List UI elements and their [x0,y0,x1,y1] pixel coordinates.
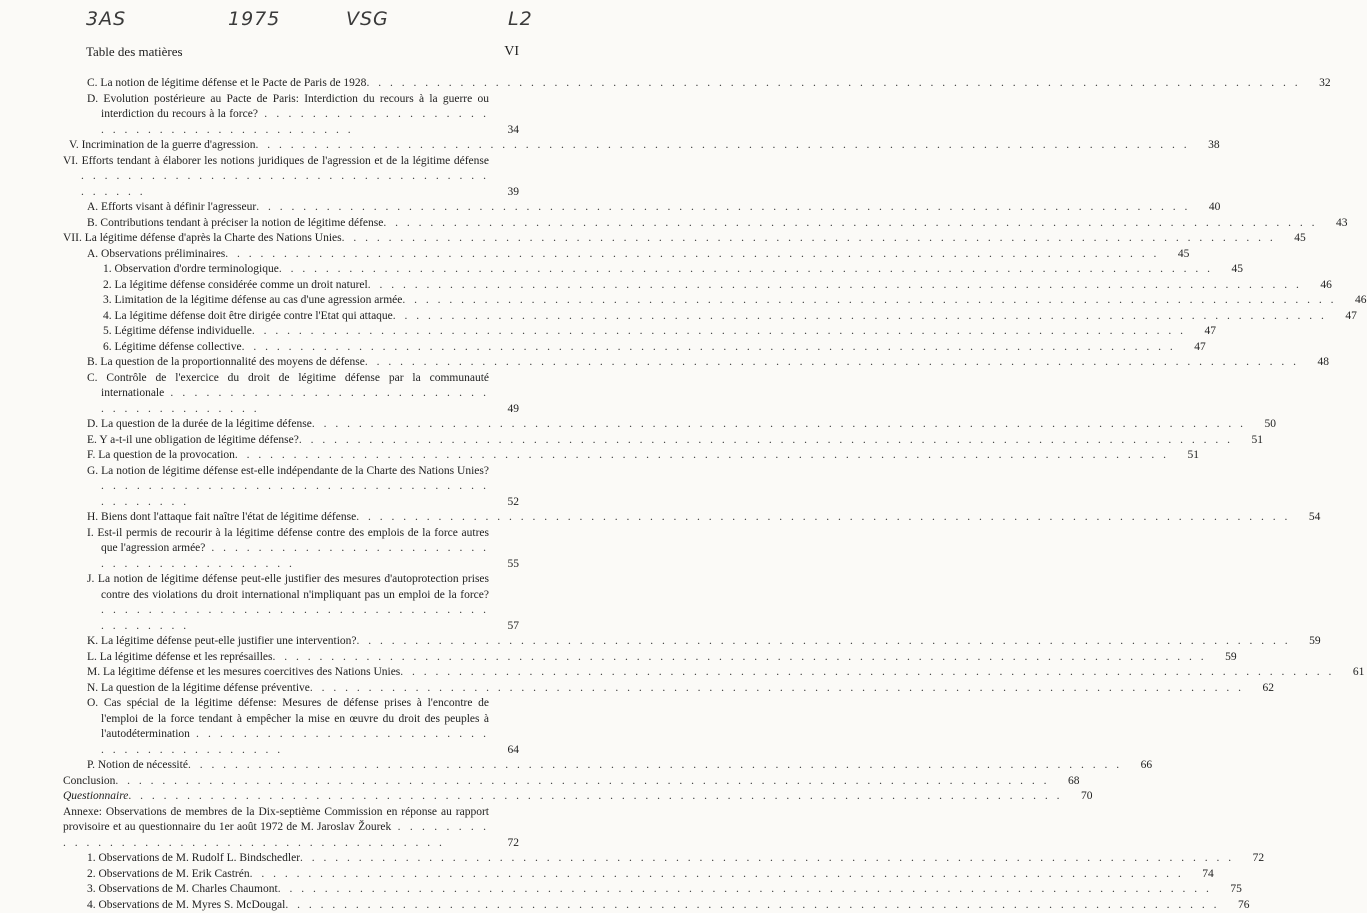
toc-entry-label: 5. Légitime défense individuelle [103,324,252,340]
toc-entry [63,758,519,774]
toc-entry [63,200,519,216]
toc-entry [63,433,519,449]
dot-leader: . . . . . . . . . . . . . . . . . . . . . . . . . . . . . . . . . . . . . . . . . [101,604,489,632]
dot-leader: . . . . . . . . . . . . . . . . . . . . . . . . . . . . . . . . . . . . . . . . . [101,387,489,415]
toc-entry-label: G. La notion de légitime défense est-elle indépendante de la Charte des Nations Unies? . . . . . . . . . . . . . . . . . . . . . . . . . . . . . . . . . . . . . . . . . [87,464,489,511]
handwritten-note-2: 1975 [228,8,280,30]
dot-leader: . . . . . . . . . . . . . . . . . . . . . . . . . . . . . . . . . . . . . . . . . [81,170,489,198]
toc-entry-page: 48 [1299,355,1329,371]
toc-entry-label: VI. Efforts tendant à élaborer les notions juridiques de l'agression et de la légitime défense . . . . . . . . . . . . . . . . . . . . . . . . . . . . . . . . . . . . . . . . . [63,154,489,201]
toc-entry-label: 4. La légitime défense doit être dirigée contre l'Etat qui attaque [103,309,393,325]
toc-entry-page: 75 [1212,882,1242,898]
toc-entry [63,898,519,913]
toc-entry-page: 45 [1276,231,1306,247]
toc-entry [63,262,519,278]
page-number: VI [504,44,519,60]
toc-entry-label: 6. Légitime défense collective [103,340,242,356]
toc-entry-label: M. La légitime défense et les mesures coercitives des Nations Unies [87,665,400,681]
dot-leader: . . . . . . . . . . . . . . . . . . . . . . . . . . . . . . . . . . . . . . . . . . . . . . . . . . . . . . . . . . . . . . . . . . . . . . . . . . . . . . . . [356,510,1290,526]
toc-entry [63,805,519,852]
toc-entry [63,789,519,805]
toc-entry-label: 2. La légitime défense considérée comme un droit naturel [103,278,368,294]
dot-leader: . . . . . . . . . . . . . . . . . . . . . . . . . . . . . . . . . . . . . . . . . . . . . . . . . . . . . . . . . . . . . . . . . . . . . . . . . . . . . . . . [402,293,1336,309]
toc-entry-label: 1. Observations de M. Rudolf L. Bindschedler [87,851,300,867]
dot-leader: . . . . . . . . . . . . . . . . . . . . . . . . . . . . . . . . . . . . . . . . . . . . . . . . . . . . . . . . . . . . . . . . . . . . . . . . . . . . . . . . [255,138,1189,154]
toc-entry-page: 64 [489,743,519,759]
toc-entry-page: 38 [1190,138,1220,154]
toc-entry [63,138,519,154]
toc-entry-label: A. Observations préliminaires [87,247,225,263]
toc-entry-page: 46 [1337,293,1367,309]
toc-entry [63,92,519,139]
toc-entry-page: 74 [1184,867,1214,883]
toc-entry-page: 72 [1234,851,1264,867]
toc-entry-page: 70 [1063,789,1093,805]
toc-entry-label: B. Contributions tendant à préciser la notion de légitime défense [87,216,383,232]
handwritten-note-1: 3AS [86,8,126,30]
toc-entry-label: J. La notion de légitime défense peut-elle justifier des mesures d'autoprotection prises contre des violations du droit international n'impliquant pas un emploi de la force? . . . . . . . . . . . . . . . . . . . . . . . . . . . . . . . . . . . . . . . . . [87,572,489,634]
toc-entry-label: B. La question de la proportionnalité des moyens de défense [87,355,365,371]
toc-entry-page: 51 [1169,448,1199,464]
dot-leader: . . . . . . . . . . . . . . . . . . . . . . . . . . . . . . . . . . . . . . . . . . . . . . . . . . . . . . . . . . . . . . . . . . . . . . . . . . . . . . . . [252,324,1186,340]
toc-entry-label: 3. Observations de M. Charles Chaumont [87,882,278,898]
toc-entry-label: V. Incrimination de la guerre d'agression [69,138,255,154]
toc-entry-label: Conclusion [63,774,115,790]
toc-entry-label: 1. Observation d'ordre terminologique [103,262,279,278]
dot-leader: . . . . . . . . . . . . . . . . . . . . . . . . . . . . . . . . . . . . . . . . . . . . . . . . . . . . . . . . . . . . . . . . . . . . . . . . . . . . . . . . [242,340,1176,356]
toc-entry-label: D. Evolution postérieure au Pacte de Paris: Interdiction du recours à la guerre ou interdiction du recours à la force? . . . . . . . . . . . . . . . . . . . . . . . . . . . . . . . . . . . . . . . . . [87,92,489,139]
toc-entry-page: 62 [1244,681,1274,697]
toc-entry-page: 50 [1246,417,1276,433]
dot-leader: . . . . . . . . . . . . . . . . . . . . . . . . . . . . . . . . . . . . . . . . . [101,108,489,136]
toc-entry-page: 46 [1302,278,1332,294]
toc-entry-label: O. Cas spécial de la légitime défense: Mesures de défense prises à l'encontre de l'emploi de la force tendant à empêcher la mise en œuvre du droit des peuples à l'autodétermination . . . . . . . . . . . . . . . . . . . . . . . . . . . . . . . . . . . . . . . . . [87,696,489,758]
toc-entry-label: E. Y a-t-il une obligation de légitime défense? [87,433,299,449]
toc-entry-page: 39 [489,185,519,201]
dot-leader: . . . . . . . . . . . . . . . . . . . . . . . . . . . . . . . . . . . . . . . . . . . . . . . . . . . . . . . . . . . . . . . . . . . . . . . . . . . . . . . . [285,898,1219,913]
toc-entry [63,464,519,511]
toc-entry-page: 55 [489,557,519,573]
toc-entry-page: 40 [1190,200,1220,216]
toc-entry-label: C. Contrôle de l'exercice du droit de légitime défense par la communauté internationale . . . . . . . . . . . . . . . . . . . . . . . . . . . . . . . . . . . . . . . . . [87,371,489,418]
toc-entry-label: K. La légitime défense peut-elle justifier une intervention? [87,634,357,650]
toc-entry [63,278,519,294]
toc-entry [63,76,519,92]
toc-entry-label: P. Notion de nécessité [87,758,188,774]
dot-leader: . . . . . . . . . . . . . . . . . . . . . . . . . . . . . . . . . . . . . . . . . . . . . . . . . . . . . . . . . . . . . . . . . . . . . . . . . . . . . . . . [278,882,1212,898]
dot-leader: . . . . . . . . . . . . . . . . . . . . . . . . . . . . . . . . . . . . . . . . . . . . . . . . . . . . . . . . . . . . . . . . . . . . . . . . . . . . . . . . [188,758,1122,774]
dot-leader: . . . . . . . . . . . . . . . . . . . . . . . . . . . . . . . . . . . . . . . . . . . . . . . . . . . . . . . . . . . . . . . . . . . . . . . . . . . . . . . . [299,433,1233,449]
dot-leader: . . . . . . . . . . . . . . . . . . . . . . . . . . . . . . . . . . . . . . . . . . . . . . . . . . . . . . . . . . . . . . . . . . . . . . . . . . . . . . . . [393,309,1327,325]
dot-leader: . . . . . . . . . . . . . . . . . . . . . . . . . . . . . . . . . . . . . . . . . . . . . . . . . . . . . . . . . . . . . . . . . . . . . . . . . . . . . . . . [225,247,1159,263]
dot-leader: . . . . . . . . . . . . . . . . . . . . . . . . . . . . . . . . . . . . . . . . . . . . . . . . . . . . . . . . . . . . . . . . . . . . . . . . . . . . . . . . [368,278,1302,294]
toc-entry [63,448,519,464]
handwritten-note-4: L2 [508,8,533,30]
toc-entry [63,154,519,201]
toc-entry-page: 32 [1301,76,1331,92]
dot-leader: . . . . . . . . . . . . . . . . . . . . . . . . . . . . . . . . . . . . . . . . . . . . . . . . . . . . . . . . . . . . . . . . . . . . . . . . . . . . . . . . [256,200,1190,216]
toc-entry-page: 61 [1334,665,1364,681]
dot-leader: . . . . . . . . . . . . . . . . . . . . . . . . . . . . . . . . . . . . . . . . . . . . . . . . . . . . . . . . . . . . . . . . . . . . . . . . . . . . . . . . [400,665,1334,681]
dot-leader: . . . . . . . . . . . . . . . . . . . . . . . . . . . . . . . . . . . . . . . . . . . . . . . . . . . . . . . . . . . . . . . . . . . . . . . . . . . . . . . . [357,634,1291,650]
toc-entry [63,681,519,697]
page-title: Table des matières [86,44,183,60]
toc-entry-page: 68 [1050,774,1080,790]
toc-entry-label: Annexe: Observations de membres de la Dix-septième Commission en réponse au rapport provisoire et au questionnaire du 1er août 1972 de M. Jaroslav Žourek . . . . . . . . . . . . . . . . . . . . . . . . . . . . . . . . . . . . . . . . . [63,805,489,852]
toc-entry-label: N. La question de la légitime défense préventive [87,681,310,697]
toc-entry [63,247,519,263]
toc-entry-page: 47 [1176,340,1206,356]
toc-entry-page: 51 [1233,433,1263,449]
toc-entry [63,634,519,650]
toc-entry [63,216,519,232]
toc-entry [63,572,519,634]
toc-entry-page: 59 [1291,634,1321,650]
dot-leader: . . . . . . . . . . . . . . . . . . . . . . . . . . . . . . . . . . . . . . . . . . . . . . . . . . . . . . . . . . . . . . . . . . . . . . . . . . . . . . . . [383,216,1317,232]
toc-entry [63,340,519,356]
toc-entry-page: 45 [1213,262,1243,278]
toc-entry-label: H. Biens dont l'attaque fait naître l'état de légitime défense [87,510,356,526]
toc-entry-label: I. Est-il permis de recourir à la légitime défense contre des emplois de la force autres que l'agression armée? . . . . . . . . . . . . . . . . . . . . . . . . . . . . . . . . . . . . . . . . . [87,526,489,573]
toc-entry-page: 47 [1186,324,1216,340]
dot-leader: . . . . . . . . . . . . . . . . . . . . . . . . . . . . . . . . . . . . . . . . . . . . . . . . . . . . . . . . . . . . . . . . . . . . . . . . . . . . . . . . [250,867,1184,883]
toc-entry [63,417,519,433]
toc-entry-page: 47 [1327,309,1357,325]
toc-entry [63,231,519,247]
toc-entry-page: 57 [489,619,519,635]
toc-entry-label: A. Efforts visant à définir l'agresseur [87,200,256,216]
toc-entry [63,665,519,681]
toc-entry [63,774,519,790]
toc-entry [63,650,519,666]
toc-entry-label: 4. Observations de M. Myres S. McDougal [87,898,285,913]
toc-entry [63,510,519,526]
toc-entry-page: 34 [489,123,519,139]
toc-entry-label: L. La légitime défense et les représailles [87,650,273,666]
dot-leader: . . . . . . . . . . . . . . . . . . . . . . . . . . . . . . . . . . . . . . . . . [101,728,489,756]
toc-entry-page: 76 [1219,898,1249,913]
toc-entry [63,696,519,758]
dot-leader: . . . . . . . . . . . . . . . . . . . . . . . . . . . . . . . . . . . . . . . . . . . . . . . . . . . . . . . . . . . . . . . . . . . . . . . . . . . . . . . . [312,417,1246,433]
toc-entry [63,309,519,325]
toc-entry-label: C. La notion de légitime défense et le Pacte de Paris de 1928 [87,76,366,92]
dot-leader: . . . . . . . . . . . . . . . . . . . . . . . . . . . . . . . . . . . . . . . . . [63,821,489,849]
dot-leader: . . . . . . . . . . . . . . . . . . . . . . . . . . . . . . . . . . . . . . . . . [101,542,489,570]
toc-entry-page: 72 [489,836,519,852]
dot-leader: . . . . . . . . . . . . . . . . . . . . . . . . . . . . . . . . . . . . . . . . . . . . . . . . . . . . . . . . . . . . . . . . . . . . . . . . . . . . . . . . [366,76,1300,92]
toc-entry-page: 66 [1122,758,1152,774]
toc-entry [63,882,519,898]
toc-entry-label: 2. Observations de M. Erik Castrén [87,867,250,883]
toc-entry-label: VII. La légitime défense d'après la Charte des Nations Unies [63,231,342,247]
dot-leader: . . . . . . . . . . . . . . . . . . . . . . . . . . . . . . . . . . . . . . . . . . . . . . . . . . . . . . . . . . . . . . . . . . . . . . . . . . . . . . . . [365,355,1299,371]
toc-entry-page: 52 [489,495,519,511]
toc-entry-label: Questionnaire [63,789,128,805]
toc-entry [63,371,519,418]
toc-entry-page: 49 [489,402,519,418]
dot-leader: . . . . . . . . . . . . . . . . . . . . . . . . . . . . . . . . . . . . . . . . . . . . . . . . . . . . . . . . . . . . . . . . . . . . . . . . . . . . . . . . [279,262,1213,278]
toc-entry-page: 59 [1207,650,1237,666]
dot-leader: . . . . . . . . . . . . . . . . . . . . . . . . . . . . . . . . . . . . . . . . . . . . . . . . . . . . . . . . . . . . . . . . . . . . . . . . . . . . . . . . [115,774,1049,790]
dot-leader: . . . . . . . . . . . . . . . . . . . . . . . . . . . . . . . . . . . . . . . . . [101,480,489,508]
toc-entry [63,526,519,573]
toc-entry-page: 43 [1318,216,1348,232]
toc-entry [63,293,519,309]
toc-entry-page: 54 [1290,510,1320,526]
dot-leader: . . . . . . . . . . . . . . . . . . . . . . . . . . . . . . . . . . . . . . . . . . . . . . . . . . . . . . . . . . . . . . . . . . . . . . . . . . . . . . . . [300,851,1234,867]
toc-entry [63,324,519,340]
toc-entry-label: 3. Limitation de la légitime défense au cas d'une agression armée [103,293,402,309]
toc-entry [63,851,519,867]
table-of-contents [63,76,519,913]
dot-leader: . . . . . . . . . . . . . . . . . . . . . . . . . . . . . . . . . . . . . . . . . . . . . . . . . . . . . . . . . . . . . . . . . . . . . . . . . . . . . . . . [128,789,1062,805]
dot-leader: . . . . . . . . . . . . . . . . . . . . . . . . . . . . . . . . . . . . . . . . . . . . . . . . . . . . . . . . . . . . . . . . . . . . . . . . . . . . . . . . [235,448,1169,464]
toc-entry-label: D. La question de la durée de la légitime défense [87,417,312,433]
toc-entry [63,355,519,371]
dot-leader: . . . . . . . . . . . . . . . . . . . . . . . . . . . . . . . . . . . . . . . . . . . . . . . . . . . . . . . . . . . . . . . . . . . . . . . . . . . . . . . . [273,650,1207,666]
dot-leader: . . . . . . . . . . . . . . . . . . . . . . . . . . . . . . . . . . . . . . . . . . . . . . . . . . . . . . . . . . . . . . . . . . . . . . . . . . . . . . . . [310,681,1244,697]
toc-entry-page: 45 [1159,247,1189,263]
dot-leader: . . . . . . . . . . . . . . . . . . . . . . . . . . . . . . . . . . . . . . . . . . . . . . . . . . . . . . . . . . . . . . . . . . . . . . . . . . . . . . . . [342,231,1276,247]
toc-entry [63,867,519,883]
handwritten-note-3: VSG [346,8,389,30]
toc-entry-label: F. La question de la provocation [87,448,235,464]
